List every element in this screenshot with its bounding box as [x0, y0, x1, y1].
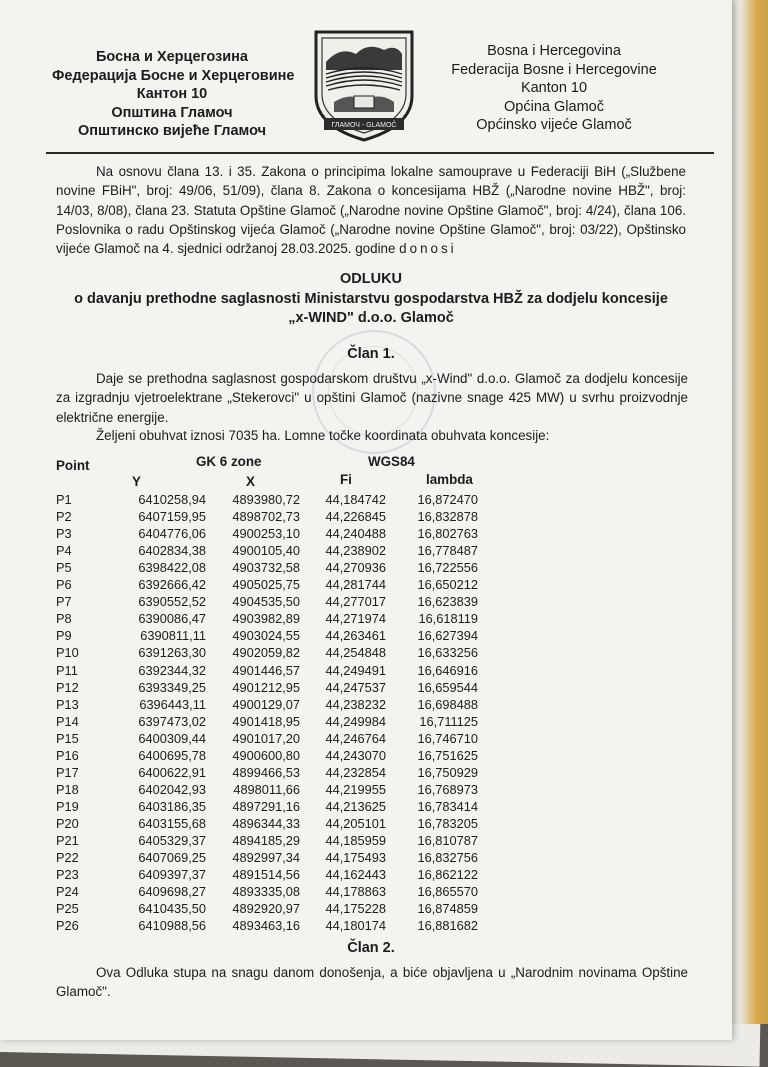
cell-gk-y: 6391263,30 [138, 645, 206, 661]
cell-gk-y: 6410435,50 [138, 901, 206, 917]
cell-point-id: P1 [56, 492, 72, 507]
cell-wgs-lambda: 16,618119 [418, 611, 478, 627]
table-row [0, 833, 732, 851]
cell-gk-x: 4900105,40 [232, 543, 300, 559]
cell-wgs-lambda: 16,802763 [417, 526, 478, 542]
table-row [0, 816, 732, 834]
decision-title-line3: „x-WIND" d.o.o. Glamoč [288, 310, 454, 326]
municipality-crest-logo [310, 26, 418, 144]
header-right-line: Općina Glamoč [504, 98, 604, 115]
cell-point-id: P10 [56, 645, 79, 661]
cell-wgs-lambda: 16,746710 [417, 730, 478, 746]
cell-gk-y: 6400622,91 [138, 764, 206, 780]
cell-wgs-fi: 44,270936 [325, 560, 386, 576]
cell-gk-x: 4901212,95 [232, 679, 300, 695]
table-header-y: Y [132, 474, 141, 489]
header-left-line: Босна и Херцегозина [96, 49, 248, 65]
article-1-coverage-text: Željeni obuhvat iznosi 7035 ha. Lomne točke koordinata obuhvata koncesije: [96, 428, 550, 443]
cell-point-id: P8 [56, 611, 72, 627]
cell-wgs-fi: 44,205101 [325, 815, 386, 831]
cell-gk-y: 6402042,93 [138, 781, 206, 797]
cell-point-id: P20 [56, 815, 79, 831]
table-row [0, 509, 732, 527]
cell-point-id: P6 [56, 577, 72, 593]
cell-wgs-lambda: 16,832756 [417, 850, 478, 866]
header-left-line: Општинско вијеће Гламоч [77, 123, 266, 139]
cell-wgs-lambda: 16,865570 [417, 884, 478, 900]
cell-gk-y: 6410258,94 [138, 492, 206, 507]
cell-point-id: P15 [56, 730, 79, 746]
cell-wgs-lambda: 16,659544 [417, 679, 478, 695]
cell-gk-x: 4902059,82 [232, 645, 300, 661]
cell-wgs-fi: 44,184742 [325, 492, 386, 507]
table-row [0, 748, 732, 766]
table-header-wgs84: WGS84 [368, 454, 415, 469]
cell-gk-x: 4900253,10 [232, 526, 300, 542]
header-left-cyrillic [52, 48, 295, 141]
cell-wgs-fi: 44,271974 [325, 611, 386, 627]
cell-gk-x: 4903732,58 [232, 560, 300, 576]
cell-gk-x: 4891514,56 [232, 867, 300, 883]
cell-gk-y: 6393349,25 [138, 679, 206, 695]
table-row [0, 543, 732, 561]
cell-gk-y: 6409397,37 [138, 867, 206, 883]
cell-gk-y: 6390811,11 [140, 628, 206, 644]
table-row [0, 577, 732, 595]
cell-gk-x: 4901446,57 [232, 662, 300, 678]
preamble-paragraph [56, 162, 686, 258]
cell-wgs-lambda: 16,778487 [417, 543, 478, 559]
cell-wgs-lambda: 16,872470 [417, 492, 478, 507]
cell-wgs-fi: 44,226845 [325, 509, 386, 525]
decision-title [56, 270, 686, 329]
cell-wgs-lambda: 16,646916 [417, 662, 478, 678]
article-2-paragraph: Ova Odluka stupa na snagu danom donošenja, a biće objavljena u „Narodnim novinama Opštine Glamoč". [56, 965, 688, 1000]
cell-gk-x: 4892920,97 [232, 901, 300, 917]
cell-wgs-fi: 44,240488 [325, 526, 386, 542]
table-row [0, 645, 732, 663]
cell-gk-y: 6410988,56 [138, 918, 206, 934]
decision-title-line1: ODLUKU [339, 271, 403, 287]
table-row [0, 714, 732, 732]
cell-wgs-lambda: 16,751625 [417, 747, 478, 763]
cell-gk-x: 4899466,53 [232, 764, 300, 780]
cell-gk-y: 6403155,68 [138, 815, 206, 831]
cell-wgs-fi: 44,243070 [325, 747, 386, 763]
cell-point-id: P24 [56, 884, 79, 900]
cell-gk-x: 4893980,72 [232, 492, 300, 507]
cell-gk-x: 4900129,07 [232, 696, 300, 712]
cell-wgs-lambda: 16,874859 [417, 901, 478, 917]
cell-gk-x: 4893463,16 [232, 918, 300, 934]
cell-gk-y: 6392344,32 [138, 662, 206, 678]
table-row [0, 799, 732, 817]
cell-point-id: P13 [56, 696, 79, 712]
table-row [0, 680, 732, 698]
crest-caption: ГЛАМОЧ - GLAMOČ [331, 122, 397, 129]
preamble-text: Na osnovu člana 13. i 35. Zakona o principima lokalne samouprave u Federaciji BiH („Službene novine FBiH", broj: 49/06, 51/09), člana 8. Zakona o koncesijama HBŽ („Narodne novine HBŽ", broj: 14/03, 8/08), člana 23. Statuta Opštine Glamoč („Narodne novine Opštine Glamoč", broj: 4/24), člana 106. Poslovnika o radu Opštinskog vijeća Glamoč („Narodne novine Opštine Glamoč", broj: 03/22), Opštinsko vijeće Glamoč na 4. sjednici održanoj 28.03.2025. godine [56, 164, 686, 257]
cell-wgs-lambda: 16,650212 [417, 577, 478, 593]
cell-gk-x: 4893335,08 [232, 884, 300, 900]
cell-wgs-fi: 44,232854 [325, 764, 386, 780]
cell-wgs-lambda: 16,881682 [417, 918, 478, 934]
cell-gk-y: 6400309,44 [138, 730, 206, 746]
header-right-line: Bosna i Hercegovina [487, 43, 621, 59]
table-row [0, 492, 732, 510]
table-row [0, 526, 732, 544]
cell-point-id: P19 [56, 798, 79, 814]
cell-wgs-fi: 44,175493 [325, 850, 386, 866]
cell-wgs-lambda: 16,783205 [417, 815, 478, 831]
table-row [0, 850, 732, 868]
table-row [0, 884, 732, 902]
cell-gk-x: 4903024,55 [232, 628, 300, 644]
table-row [0, 628, 732, 646]
cell-point-id: P12 [56, 679, 79, 695]
cell-point-id: P18 [56, 781, 79, 797]
article-1-paragraph: Daje se prethodna saglasnost gospodarskom društvu „x-Wind" d.o.o. Glamoč za dodjelu koncesije za izgradnju vjetroelektrane „Stekerovci" u opštini Glamoč (nazivne snage 425 MW) u svrhu proizvodnje električne energije. [56, 371, 688, 425]
cell-point-id: P4 [56, 543, 72, 559]
table-row [0, 782, 732, 800]
cell-wgs-lambda: 16,810787 [417, 833, 478, 848]
table-header-gk6: GK 6 zone [196, 454, 262, 469]
cell-point-id: P11 [56, 662, 78, 678]
table-row [0, 611, 732, 629]
preamble-spaced-word: donosi [399, 241, 457, 257]
cell-gk-y: 6400695,78 [138, 747, 206, 763]
cell-point-id: P3 [56, 526, 72, 542]
cell-point-id: P23 [56, 867, 79, 883]
cell-wgs-lambda: 16,832878 [417, 509, 478, 525]
table-row [0, 731, 732, 749]
cell-gk-y: 6390086,47 [138, 611, 206, 627]
cell-point-id: P16 [56, 747, 79, 763]
cell-gk-y: 6403186,35 [138, 798, 206, 814]
header-right-latin [424, 42, 684, 135]
cell-wgs-fi: 44,175228 [325, 901, 386, 917]
cell-wgs-fi: 44,263461 [325, 628, 386, 644]
cell-gk-x: 4896344,33 [232, 815, 300, 831]
cell-gk-x: 4901418,95 [232, 713, 300, 729]
table-header-lambda: lambda [426, 472, 473, 487]
decision-title-line2: o davanju prethodne saglasnosti Ministarstvu gospodarstva HBŽ za dodjelu koncesije [74, 290, 668, 307]
cell-point-id: P25 [56, 901, 79, 917]
header-left-line: Федерација Босне и Херцеговине [52, 67, 295, 84]
cell-point-id: P5 [56, 560, 72, 576]
cell-wgs-lambda: 16,627394 [417, 628, 478, 644]
cell-gk-y: 6405329,37 [138, 833, 206, 848]
cell-point-id: P26 [56, 918, 79, 934]
cell-wgs-fi: 44,238232 [325, 696, 386, 712]
cell-gk-y: 6396443,11 [139, 696, 206, 712]
table-header-x: X [246, 474, 255, 489]
cell-point-id: P21 [56, 833, 79, 848]
cell-gk-y: 6409698,27 [138, 884, 206, 900]
cell-wgs-fi: 44,238902 [325, 543, 386, 559]
cell-point-id: P2 [56, 509, 72, 525]
cell-gk-x: 4892997,34 [232, 850, 300, 866]
header-right-line: Federacija Bosne i Hercegovine [451, 61, 657, 78]
cell-wgs-fi: 44,162443 [325, 867, 386, 883]
cell-gk-x: 4901017,20 [232, 730, 300, 746]
cell-gk-y: 6390552,52 [138, 594, 206, 610]
cell-wgs-lambda: 16,783414 [417, 798, 478, 814]
cell-gk-x: 4905025,75 [232, 577, 300, 593]
cell-wgs-lambda: 16,633256 [417, 645, 478, 661]
cell-wgs-fi: 44,180174 [325, 918, 386, 934]
cell-wgs-fi: 44,213625 [325, 798, 386, 814]
cell-wgs-lambda: 16,768973 [417, 781, 478, 797]
article-2-heading: Član 2. [347, 940, 395, 956]
cell-point-id: P14 [56, 713, 79, 729]
cell-gk-x: 4900600,80 [232, 747, 300, 763]
cell-point-id: P22 [56, 850, 79, 866]
cell-wgs-lambda: 16,623839 [417, 594, 478, 610]
cell-point-id: P9 [56, 628, 72, 644]
cell-wgs-fi: 44,277017 [325, 594, 386, 610]
article-1-heading: Član 1. [347, 346, 395, 362]
cell-gk-x: 4897291,16 [232, 798, 300, 814]
cell-wgs-fi: 44,246764 [325, 730, 386, 746]
table-header-point: Point [56, 458, 90, 473]
cell-wgs-lambda: 16,722556 [417, 560, 478, 576]
header-left-line: Општина Гламоч [111, 104, 233, 121]
cell-gk-y: 6402834,38 [138, 543, 206, 559]
table-row [0, 901, 732, 919]
cell-wgs-lambda: 16,698488 [417, 696, 478, 712]
table-row [0, 765, 732, 783]
cell-wgs-fi: 44,249984 [325, 713, 386, 729]
cell-wgs-lambda: 16,862122 [417, 867, 478, 883]
table-header-fi: Fi [340, 472, 352, 487]
cell-gk-y: 6397473,02 [138, 713, 206, 729]
table-row [0, 594, 732, 612]
cell-gk-y: 6392666,42 [138, 577, 206, 593]
cell-gk-y: 6407159,95 [138, 509, 206, 525]
cell-point-id: P17 [56, 764, 79, 780]
table-row [0, 560, 732, 578]
cell-wgs-fi: 44,249491 [325, 662, 386, 678]
cell-gk-y: 6398422,08 [138, 560, 206, 576]
cell-wgs-fi: 44,219955 [325, 781, 386, 797]
header-left-line: Кантон 10 [136, 86, 208, 102]
header-divider [46, 152, 714, 154]
cell-gk-y: 6407069,25 [138, 850, 206, 866]
cell-gk-x: 4898702,73 [232, 509, 300, 525]
table-row [0, 697, 732, 715]
cell-gk-x: 4903982,89 [232, 611, 300, 627]
cell-gk-x: 4894185,29 [232, 833, 300, 848]
table-row [0, 918, 732, 936]
cell-point-id: P7 [56, 594, 72, 610]
cell-gk-x: 4898011,66 [233, 781, 300, 797]
cell-wgs-fi: 44,254848 [325, 645, 386, 661]
cell-wgs-lambda: 16,711125 [419, 713, 478, 729]
cell-wgs-fi: 44,178863 [325, 884, 386, 900]
table-row [0, 867, 732, 885]
header-right-line: Kanton 10 [520, 80, 588, 96]
cell-gk-x: 4904535,50 [232, 594, 300, 610]
table-row [0, 663, 732, 681]
cell-wgs-fi: 44,247537 [325, 679, 386, 695]
cell-wgs-fi: 44,281744 [325, 577, 386, 593]
header-right-line: Općinsko vijeće Glamoč [476, 117, 632, 133]
cell-gk-y: 6404776,06 [138, 526, 206, 542]
cell-wgs-fi: 44,185959 [325, 833, 386, 848]
cell-wgs-lambda: 16,750929 [417, 764, 478, 780]
